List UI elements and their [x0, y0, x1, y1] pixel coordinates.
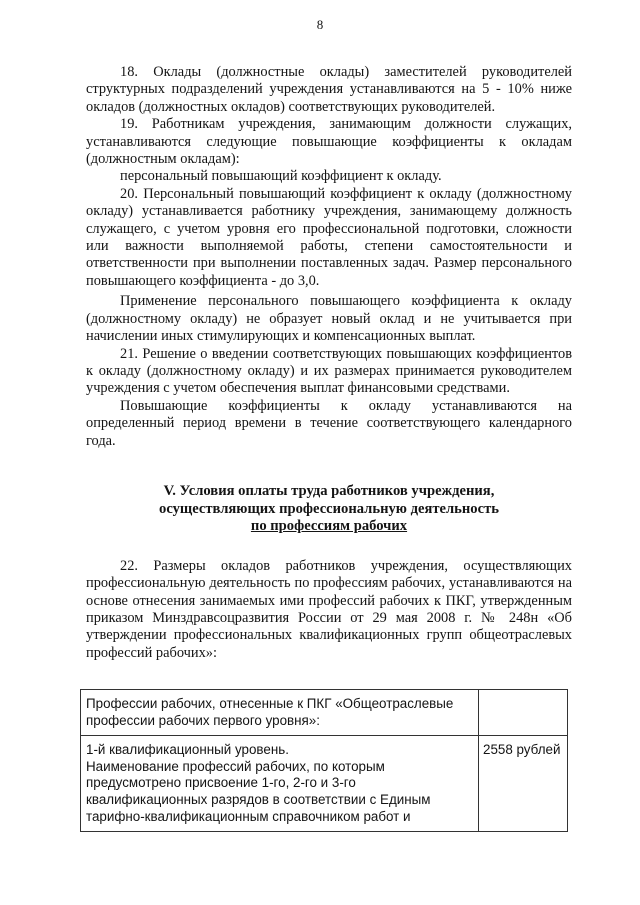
- paragraph-22: 22. Размеры окладов работников учреждения, осуществляющих профессиональную деятельность по профессиям рабочих, устанавливаются на основе отнесения занимаемых ими профессий рабочих к ПКГ, утвержденным приказом Минздравсоцразвития России от 29 мая 2008 г. № 248н «Об утверждении профессиональных квалификационных групп общеотраслевых профессий рабочих»:: [86, 557, 572, 661]
- level-title: 1-й квалификационный уровень.: [86, 742, 289, 758]
- section-heading-line-1: V. Условия оплаты труда работников учреждения,: [163, 482, 495, 499]
- salary-table: [80, 689, 568, 832]
- page-number: 8: [316, 17, 324, 32]
- table-row: [81, 736, 568, 832]
- document-body: [86, 64, 572, 662]
- section-heading-line-2: осуществляющих профессиональную деятельность: [159, 500, 499, 517]
- table-cell-group: Профессии рабочих, отнесенные к ПКГ «Общеотраслевые профессии рабочих первого уровня»:: [81, 690, 479, 736]
- paragraph-21-continued: Повышающие коэффициенты к окладу устанавливаются на определенный период времени в течение соответствующего календарного года.: [86, 397, 572, 449]
- section-heading-line-3: по профессиям рабочих: [250, 518, 408, 535]
- table-cell-amount-empty: [479, 690, 568, 736]
- table-row: [81, 690, 568, 736]
- level-description: Наименование профессий рабочих, по которым предусмотрено присвоение 1-го, 2-го и 3-го квалификационных разрядов в соответствии с Единым тарифно-квалификационным справочником работ и: [86, 758, 431, 824]
- paragraph-21: 21. Решение о введении соответствующих повышающих коэффициентов к окладу (должностному окладу) и их размерах принимается руководителем учреждения с учетом обеспечения выплат финансовыми средствами.: [86, 345, 572, 397]
- paragraph-19: 19. Работникам учреждения, занимающим должности служащих, устанавливаются следующие повышающие коэффициенты к окладам (должностным окладам):: [86, 116, 572, 168]
- table-cell-amount: 2558 рублей: [479, 736, 568, 832]
- paragraph-18: 18. Оклады (должностные оклады) заместителей руководителей структурных подразделений учреждения устанавливаются на 5 - 10% ниже окладов (должностных окладов) соответствующих руководителей.: [86, 64, 572, 115]
- section-heading: [86, 483, 572, 536]
- paragraph-20: 20. Персональный повышающий коэффициент к окладу (должностному окладу) устанавливается работнику учреждения, занимающему должность служащего, с учетом уровня его профессиональной подготовки, сложности или важности выполняемой работы, степени самостоятельности и ответственности при выполнении поставленных задач. Размер персонального повышающего коэффициента - до 3,0.: [86, 185, 572, 289]
- table-cell-level: [81, 736, 479, 832]
- paragraph-20-continued: Применение персонального повышающего коэффициента к окладу (должностному окладу) не образует новый оклад и не учитывается при начислении иных стимулирующих и компенсационных выплат.: [86, 293, 572, 345]
- paragraph-19-item: персональный повышающий коэффициент к окладу.: [120, 168, 442, 185]
